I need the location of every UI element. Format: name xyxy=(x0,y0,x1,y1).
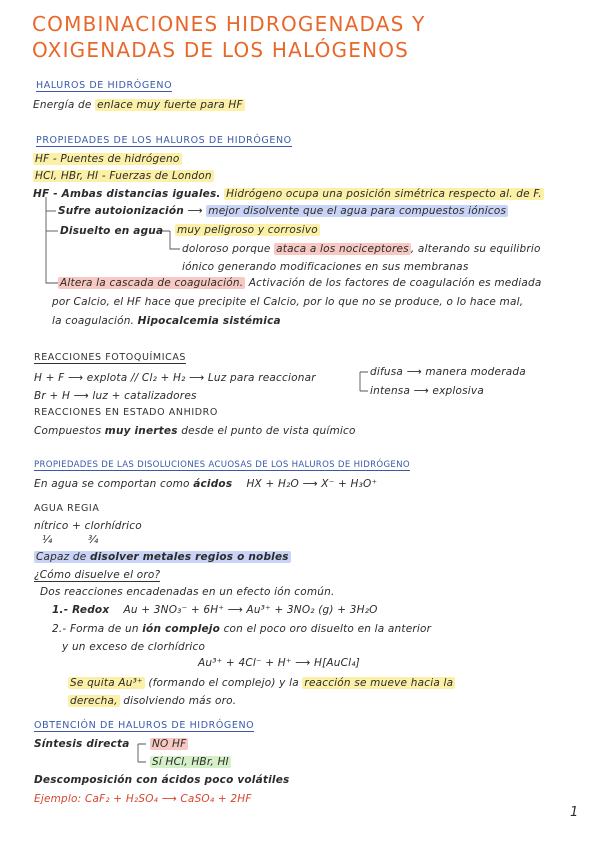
exceso-line: y un exceso de clorhídrico xyxy=(62,641,206,653)
altera-line: Altera la cascada de coagulación. Activación de los factores de coagulación es mediada xyxy=(60,277,542,289)
complejo-equation: Au³⁺ + 4Cl⁻ + H⁺ ⟶ H[AuCl₄] xyxy=(198,657,360,669)
agua-regia-composition: nítrico + clorhídrico xyxy=(34,520,142,532)
page-title-line-2: OXIGENADAS DE LOS HALÓGENOS xyxy=(32,38,410,62)
muy-peligroso-line: muy peligroso y corrosivo xyxy=(177,224,318,236)
dos-reacciones-line: Dos reacciones encadenadas en un efecto ión común. xyxy=(40,586,335,598)
anhidro-line: Compuestos muy inertes desde el punto de vista químico xyxy=(34,425,356,437)
derecha-line: derecha, disolviendo más oro. xyxy=(70,695,237,707)
calcio-line: por Calcio, el HF hace que precipite el Calcio, por lo que no se produce, o lo hace mal, xyxy=(52,296,524,308)
section-heading-propiedades: PROPIEDADES DE LOS HALUROS DE HIDRÓGENO xyxy=(36,135,292,146)
fraction-nitrico: ¼ xyxy=(42,534,53,546)
page-title-line-1: COMBINACIONES HIDROGENADAS Y xyxy=(32,12,426,36)
hcl-london-line: HCl, HBr, HI - Fuerzas de London xyxy=(35,170,212,182)
sintesis-line: Síntesis directa xyxy=(34,738,130,750)
descomposicion-line: Descomposición con ácidos poco volátiles xyxy=(34,774,290,786)
quita-line: Se quita Au³⁺ (formando el complejo) y la reacción se mueve hacia la xyxy=(70,677,454,689)
section-heading-agua-regia: AGUA REGIA xyxy=(34,503,100,514)
question-line: ¿Cómo disuelve el oro? xyxy=(34,569,161,581)
hf-ambas-line: HF - Ambas distancias iguales. Hidrógeno ocupa una posición simétrica respecto al. de F. xyxy=(33,188,542,200)
redox-line: 1.- Redox Au + 3NO₃⁻ + 6H⁺ ⟶ Au³⁺ + 3NO₂ (g) + 3H₂O xyxy=(52,604,378,616)
no-hf-line: NO HF xyxy=(152,738,187,750)
fotoquimica-intensa: intensa ⟶ explosiva xyxy=(370,385,484,397)
energy-line: Energía de enlace muy fuerte para HF xyxy=(33,99,243,111)
section-heading-haluros: HALUROS DE HIDRÓGENO xyxy=(36,80,173,91)
disuelto-line: Disuelto en agua xyxy=(60,225,164,237)
doloroso-line: doloroso porque ataca a los nociceptores , alterando su equilibrio xyxy=(182,243,541,255)
section-heading-anhidro: REACCIONES EN ESTADO ANHIDRO xyxy=(34,407,218,418)
section-heading-fotoquimicas: REACCIONES FOTOQUÍMICAS xyxy=(34,352,187,363)
coagulacion-line: la coagulación. Hipocalcemia sistémica xyxy=(52,315,281,327)
page-number: 1 xyxy=(570,805,579,820)
fotoquimica-r2: Br + H ⟶ luz + catalizadores xyxy=(34,390,197,402)
capaz-line: Capaz de disolver metales regios o nobles xyxy=(36,551,289,563)
fotoquimica-difusa: difusa ⟶ manera moderada xyxy=(370,366,526,378)
fraction-clorhidrico: ¾ xyxy=(88,534,99,546)
disoluciones-line: En agua se comportan como ácidos HX + H₂O ⟶ X⁻ + H₃O⁺ xyxy=(34,478,378,490)
complejo-line: 2.- Forma de un ión complejo con el poco oro disuelto en la anterior xyxy=(52,623,432,635)
ejemplo-line: Ejemplo: CaF₂ + H₂SO₄ ⟶ CaSO₄ + 2HF xyxy=(34,793,252,805)
section-heading-disoluciones: PROPIEDADES DE LAS DISOLUCIONES ACUOSAS DE LOS HALUROS DE HIDRÓGENO xyxy=(34,460,410,470)
si-line: Sí HCl, HBr, HI xyxy=(152,756,229,768)
section-heading-obtencion: OBTENCIÓN DE HALUROS DE HIDRÓGENO xyxy=(34,720,255,731)
hf-puentes-line: HF - Puentes de hidrógeno xyxy=(35,153,180,165)
sufre-line: Sufre autoionización ⟶ mejor disolvente que el agua para compuestos iónicos xyxy=(58,205,507,217)
fotoquimica-r1: H + F ⟶ explota // Cl₂ + H₂ ⟶ Luz para reaccionar xyxy=(34,372,316,384)
ionico-line: iónico generando modificaciones en sus membranas xyxy=(182,261,469,273)
